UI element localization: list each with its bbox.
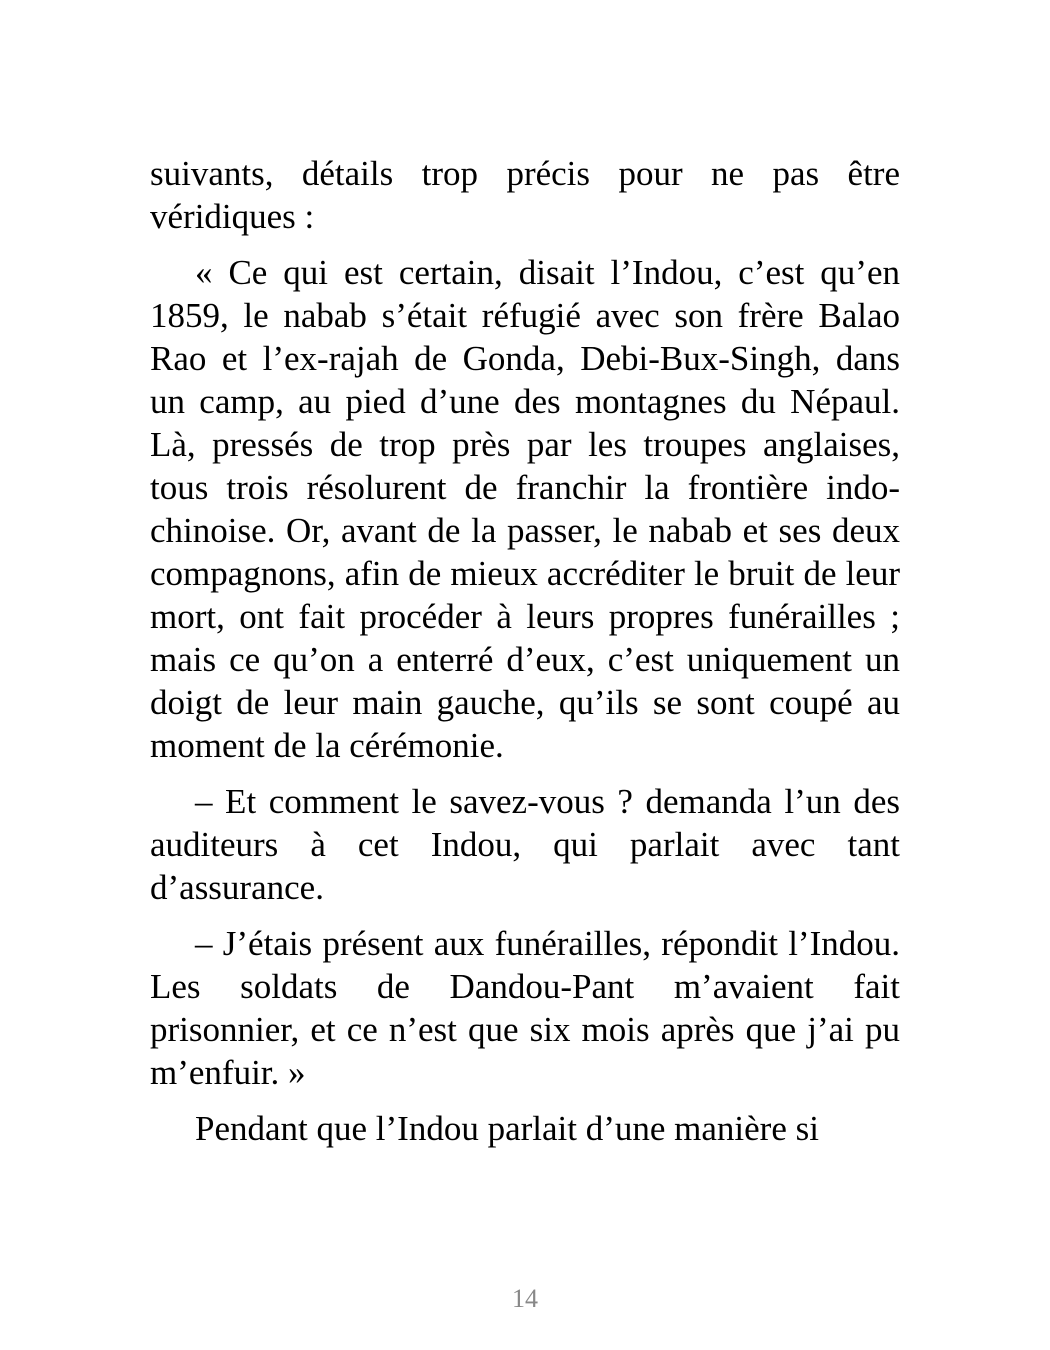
page-body — [150, 152, 900, 1163]
paragraph-continuation: suivants, détails trop précis pour ne pas être véridiques : — [150, 154, 900, 236]
page-number: 14 — [512, 1284, 538, 1313]
paragraph-answer: – J’étais présent aux funérailles, répondit l’Indou. Les soldats de Dandou-Pant m’avaient fait prisonnier, et ce n’est que six mois après que j’ai pu m’enfuir. » — [150, 924, 900, 1092]
paragraph-question: – Et comment le savez-vous ? demanda l’un des auditeurs à cet Indou, qui parlait avec tant d’assurance. — [150, 782, 900, 907]
paragraph-closing: Pendant que l’Indou parlait d’une manière si — [195, 1109, 819, 1148]
paragraph-indou-account: « Ce qui est certain, disait l’Indou, c’est qu’en 1859, le nabab s’était réfugié avec son frère Balao Rao et l’ex-rajah de Gonda, Debi-Bux-Singh, dans un camp, au pied d’une des montagnes du Népaul. Là, pressés de trop près par les troupes anglaises, tous trois résolurent de franchir la frontière indo-chinoise. Or, avant de la passer, le nabab et ses deux compagnons, afin de mieux accréditer le bruit de leur mort, ont fait procéder à leurs propres funérailles ; mais ce qu’on a enterré d’eux, c’est uniquement un doigt de leur main gauche, qu’ils se sont coupé au moment de la cérémonie. — [150, 253, 900, 765]
